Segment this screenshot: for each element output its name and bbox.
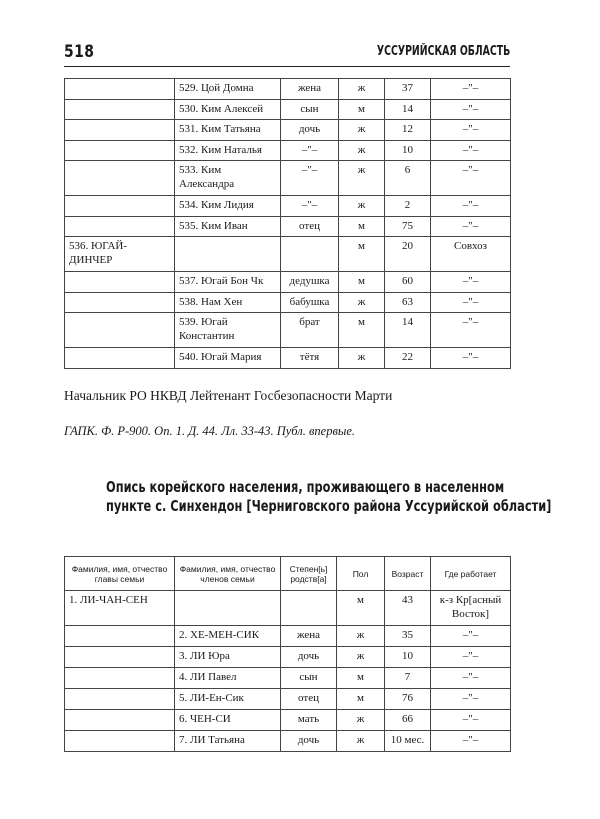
section-title-line-2: пункте с. Синхендон [Черниговского района Уссурийской области] <box>106 497 552 515</box>
table-cell: –"– <box>431 216 511 237</box>
table-cell <box>65 120 175 141</box>
table-cell: 4. ЛИ Павел <box>175 668 281 689</box>
table-cell: 12 <box>385 120 431 141</box>
table-cell: –"– <box>281 140 339 161</box>
table-cell <box>281 237 339 272</box>
table-cell: 63 <box>385 292 431 313</box>
table-cell: 531. Ким Татьяна <box>175 120 281 141</box>
table-row <box>65 731 511 752</box>
table-cell: –"– <box>431 161 511 196</box>
table-cell <box>65 689 175 710</box>
table-cell: 43 <box>385 591 431 626</box>
table-cell: 76 <box>385 689 431 710</box>
table-cell: 14 <box>385 313 431 348</box>
table-row <box>65 99 511 120</box>
table-cell: –"– <box>431 196 511 217</box>
table-cell: тётя <box>281 348 339 369</box>
table-cell: отец <box>281 689 337 710</box>
table-row <box>65 626 511 647</box>
table-cell: 539. Югай Константин <box>175 313 281 348</box>
table-cell: 10 <box>385 647 431 668</box>
table-cell <box>65 292 175 313</box>
table-cell <box>65 731 175 752</box>
table-cell: –"– <box>431 689 511 710</box>
table-cell: отец <box>281 216 339 237</box>
table-cell: 1. ЛИ-ЧАН-СЕН <box>65 591 175 626</box>
table-cell: дедушка <box>281 272 339 293</box>
table-cell <box>281 591 337 626</box>
table-cell: –"– <box>431 140 511 161</box>
table-cell: –"– <box>431 120 511 141</box>
family-table-1 <box>64 78 511 369</box>
table-cell: бабушка <box>281 292 339 313</box>
table-cell: 533. Ким Александра <box>175 161 281 196</box>
section-title-line-1: Опись корейского населения, проживающего в населенном <box>106 478 505 496</box>
table-cell: 535. Ким Иван <box>175 216 281 237</box>
page-header <box>64 40 510 67</box>
table-cell <box>65 668 175 689</box>
table-cell: –"– <box>281 196 339 217</box>
table-cell: мать <box>281 710 337 731</box>
table-cell <box>65 140 175 161</box>
table-row <box>65 120 511 141</box>
table-cell <box>65 161 175 196</box>
table-cell: 529. Цой Домна <box>175 79 281 100</box>
table-cell: 540. Югай Мария <box>175 348 281 369</box>
table-row <box>65 591 511 626</box>
table-row <box>65 292 511 313</box>
table-cell: 6 <box>385 161 431 196</box>
table-cell: сын <box>281 668 337 689</box>
table-cell: –"– <box>431 272 511 293</box>
table-cell: жена <box>281 626 337 647</box>
table-cell: –"– <box>431 668 511 689</box>
table-cell <box>65 626 175 647</box>
table-cell: 2. ХЕ-МЕН-СИК <box>175 626 281 647</box>
table-cell: ж <box>337 647 385 668</box>
table-cell: ж <box>339 348 385 369</box>
table-cell: 530. Ким Алексей <box>175 99 281 120</box>
table-cell <box>65 313 175 348</box>
table-cell: дочь <box>281 731 337 752</box>
table-cell: 10 <box>385 140 431 161</box>
table-row <box>65 196 511 217</box>
table-cell: к-з Кр[асный Восток] <box>431 591 511 626</box>
table-cell: 537. Югай Бон Чк <box>175 272 281 293</box>
table-row <box>65 237 511 272</box>
table-cell: ж <box>339 120 385 141</box>
table-cell: –"– <box>431 647 511 668</box>
table-cell <box>65 348 175 369</box>
table-cell: 3. ЛИ Юра <box>175 647 281 668</box>
table-cell: 2 <box>385 196 431 217</box>
table-cell: 14 <box>385 99 431 120</box>
table-cell: 75 <box>385 216 431 237</box>
table-cell: 532. Ким Наталья <box>175 140 281 161</box>
table-cell: ж <box>339 196 385 217</box>
table-cell <box>65 272 175 293</box>
table-cell: м <box>339 99 385 120</box>
table-cell: 10 мес. <box>385 731 431 752</box>
column-header: Фамилия, имя, отчество главы семьи <box>65 557 175 591</box>
table-cell: м <box>339 237 385 272</box>
column-header: Где работает <box>431 557 511 591</box>
table-cell: дочь <box>281 120 339 141</box>
table-cell: м <box>337 591 385 626</box>
table-cell: –"– <box>431 292 511 313</box>
column-header: Фамилия, имя, отчество членов семьи <box>175 557 281 591</box>
table-cell: –"– <box>281 161 339 196</box>
table-cell <box>65 99 175 120</box>
table-cell <box>65 196 175 217</box>
table-cell: 7. ЛИ Татьяна <box>175 731 281 752</box>
table-cell: 5. ЛИ-Ен-Сик <box>175 689 281 710</box>
table-row <box>65 647 511 668</box>
table-cell: ж <box>339 140 385 161</box>
table-cell: ж <box>339 292 385 313</box>
table-cell: –"– <box>431 79 511 100</box>
table-cell <box>65 79 175 100</box>
section-title <box>106 478 552 516</box>
column-header: Степен[ь] родств[а] <box>281 557 337 591</box>
table-row <box>65 313 511 348</box>
table-cell: Совхоз <box>431 237 511 272</box>
table-cell: сын <box>281 99 339 120</box>
table-row <box>65 79 511 100</box>
table-row <box>65 348 511 369</box>
table-cell: дочь <box>281 647 337 668</box>
table-cell: 35 <box>385 626 431 647</box>
table-row <box>65 689 511 710</box>
table-cell <box>65 647 175 668</box>
table-cell: ж <box>339 161 385 196</box>
signature-line: Начальник РО НКВД Лейтенант Госбезопасности Марти <box>64 388 393 403</box>
table-cell: 7 <box>385 668 431 689</box>
table-cell: –"– <box>431 731 511 752</box>
table-cell: –"– <box>431 99 511 120</box>
table-cell: ж <box>337 710 385 731</box>
table-header-row <box>65 557 511 591</box>
table-cell: м <box>339 272 385 293</box>
table-cell: –"– <box>431 313 511 348</box>
table-row <box>65 668 511 689</box>
table-cell <box>175 591 281 626</box>
table-cell: 22 <box>385 348 431 369</box>
column-header: Пол <box>337 557 385 591</box>
archive-source: ГАПК. Ф. Р-900. Оп. 1. Д. 44. Лл. 33-43. Публ. впервые. <box>64 424 356 438</box>
table-cell: 6. ЧЕН-СИ <box>175 710 281 731</box>
table-cell: –"– <box>431 348 511 369</box>
table-cell: ж <box>337 731 385 752</box>
table-cell: 536. ЮГАЙ-ДИНЧЕР <box>65 237 175 272</box>
table-cell: 534. Ким Лидия <box>175 196 281 217</box>
table-cell: жена <box>281 79 339 100</box>
table-row <box>65 710 511 731</box>
table-cell: м <box>337 668 385 689</box>
table-cell: ж <box>337 626 385 647</box>
table-cell: 37 <box>385 79 431 100</box>
table-cell <box>65 216 175 237</box>
table-row <box>65 140 511 161</box>
page-number: 518 <box>64 42 95 62</box>
column-header: Возраст <box>385 557 431 591</box>
table-cell: ж <box>339 79 385 100</box>
table-cell <box>65 710 175 731</box>
table-row <box>65 216 511 237</box>
table-cell: –"– <box>431 626 511 647</box>
table-cell: –"– <box>431 710 511 731</box>
family-table-2 <box>64 556 511 752</box>
table-row <box>65 272 511 293</box>
table-cell: 66 <box>385 710 431 731</box>
table-cell: м <box>339 313 385 348</box>
table-cell: м <box>337 689 385 710</box>
table-row <box>65 161 511 196</box>
running-title: УССУРИЙСКАЯ ОБЛАСТЬ <box>376 44 510 59</box>
table-cell: 60 <box>385 272 431 293</box>
table-cell: 538. Нам Хен <box>175 292 281 313</box>
table-cell: брат <box>281 313 339 348</box>
table-cell: м <box>339 216 385 237</box>
table-cell <box>175 237 281 272</box>
table-cell: 20 <box>385 237 431 272</box>
